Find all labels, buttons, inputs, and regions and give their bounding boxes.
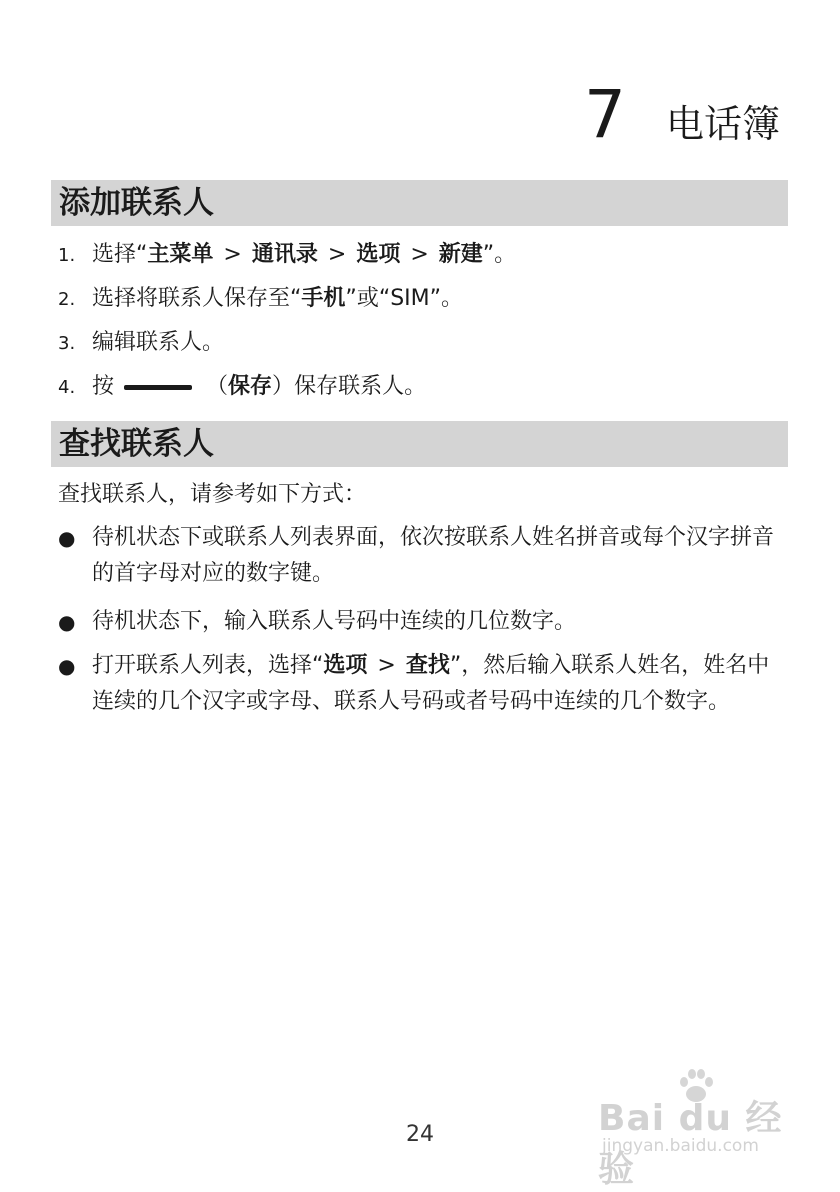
save-key-label: 保存 — [228, 374, 273, 399]
chapter-heading — [583, 76, 780, 153]
search-intro: 查找联系人，请参考如下方式： — [58, 482, 367, 507]
step-number: 4. — [58, 377, 76, 398]
storage-phone: 手机 — [301, 286, 346, 311]
step-number: 1. — [58, 245, 76, 266]
bullet-text-part: 打开联系人列表，选择“ — [92, 653, 324, 678]
bullet-icon: ● — [58, 526, 76, 550]
step-text: 编辑联系人。 — [92, 330, 225, 355]
bullet-text: 待机状态下或联系人列表界面，依次按联系人姓名拼音或每个汉字拼音的首字母对应的数字键。 — [92, 525, 775, 586]
step-text: 按 — [92, 374, 115, 399]
step-number: 2. — [58, 289, 76, 310]
bullet-text — [92, 648, 788, 720]
page-number: 24 — [406, 1122, 434, 1147]
menu-path-new: 新建 — [438, 242, 483, 267]
watermark-logo: Bai du 经验 — [598, 1098, 783, 1190]
paren: （ — [206, 374, 229, 399]
step-text: 选择“ — [92, 242, 148, 267]
add-step-3 — [58, 328, 224, 359]
bullet-text-part: ”，然后输入联系人姓名，姓名中连续的几个汉字或字母、联系人号码或者号码中连续的几个数字。 — [92, 653, 770, 714]
add-step-4 — [58, 372, 426, 403]
search-bullet-1 — [58, 520, 788, 592]
menu-path-find: 查找 — [405, 653, 450, 678]
step-text: 选择将联系人保存至“ — [92, 286, 302, 311]
path-separator: > — [327, 242, 347, 267]
menu-path-options: 选项 — [356, 242, 401, 267]
section-heading-add-contact: 添加联系人 — [51, 180, 788, 226]
step-text: 保存联系人。 — [294, 374, 427, 399]
add-step-2 — [58, 284, 463, 315]
bullet-icon: ● — [58, 610, 76, 634]
step-number: 3. — [58, 333, 76, 354]
search-bullet-3 — [58, 648, 788, 720]
menu-path-contacts: 通讯录 — [251, 242, 318, 267]
watermark-url: jingyan.baidu.com — [602, 1136, 759, 1156]
path-separator: > — [410, 242, 429, 267]
paren: ） — [272, 374, 295, 399]
bullet-text: 待机状态下，输入联系人号码中连续的几位数字。 — [92, 609, 577, 634]
step-text: ”。 — [482, 242, 517, 267]
chapter-number: 7 — [583, 76, 626, 153]
search-bullet-2 — [58, 604, 788, 640]
menu-path-options: 选项 — [323, 653, 368, 678]
add-step-1 — [58, 240, 516, 271]
menu-path-main-menu: 主菜单 — [147, 242, 214, 267]
path-separator: > — [223, 242, 242, 267]
baidu-watermark — [598, 1066, 798, 1190]
path-separator: > — [377, 653, 396, 678]
section-heading-find-contact: 查找联系人 — [51, 421, 788, 467]
bullet-icon: ● — [58, 654, 76, 678]
step-text: ”或“SIM”。 — [345, 286, 464, 311]
left-soft-key-icon — [124, 385, 192, 390]
chapter-title: 电话簿 — [665, 102, 780, 146]
